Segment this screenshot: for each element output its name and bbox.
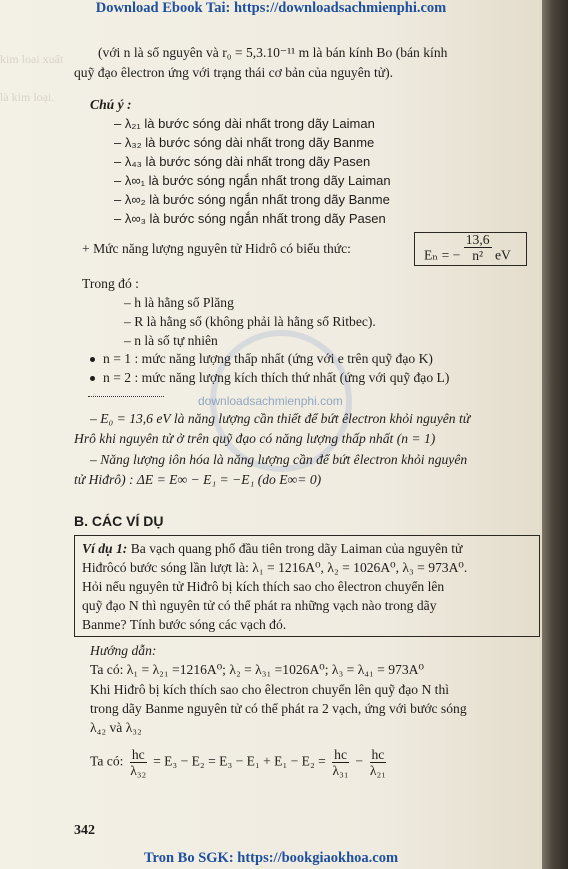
dotted-divider xyxy=(88,396,164,397)
note-item: – λ₃₂ là bước sóng dài nhất trong dãy Banme xyxy=(114,135,375,150)
italic-note: – Năng lượng iôn hóa là năng lượng cần để bứt êlectron khỏi nguyên xyxy=(90,452,468,467)
bullet-dot xyxy=(90,376,95,381)
where-bullet xyxy=(90,369,449,387)
bullet-dot xyxy=(90,357,95,362)
intro-line-2: quỹ đạo êlectron ứng với trạng thái cơ bản của nguyên tử). xyxy=(74,65,394,80)
note-item: – λ₄₃ là bước sóng dài nhất trong dãy Pasen xyxy=(114,154,371,169)
guide-line: Khi Hiđrô bị kích thích sao cho êlectron chuyển lên quỹ đạo N thì xyxy=(90,682,450,697)
energy-denominator: n² xyxy=(472,248,484,263)
eq-hc: hc xyxy=(131,747,145,762)
eq-prefix: Ta có: xyxy=(90,753,124,769)
book-spine xyxy=(542,0,568,869)
energy-numerator: 13,6 xyxy=(465,232,490,247)
guide-line: Ta có: λ₁ = λ₂₁ =1216A⁰; λ₂ = λ₃₁ =1026A⁰; λ₃ = λ₄₁ = 973A⁰ xyxy=(90,662,424,677)
section-title: B. CÁC VÍ DỤ xyxy=(74,513,164,529)
where-item: – n là số tự nhiên xyxy=(124,333,218,348)
energy-text: + Mức năng lượng nguyên tử Hidrô có biểu thức: xyxy=(82,241,351,256)
guide-title: Hướng dẫn: xyxy=(90,643,157,658)
where-item: – R là hằng số (không phải là hằng số Ritbec). xyxy=(124,314,376,329)
eq-minus: − xyxy=(355,753,364,769)
guide-line: trong dãy Banme nguyên tử có thể phát ra 2 vạch, ứng với bước sóng xyxy=(90,701,467,716)
bullet-text: n = 2 : mức năng lượng kích thích thứ nhất (ứng với quỹ đạo L) xyxy=(103,370,450,385)
bleed-through: là kim loại. xyxy=(0,90,55,104)
guide-equation xyxy=(90,747,389,778)
bleed-through: kim loai xuất xyxy=(0,52,64,66)
download-banner[interactable]: Download Ebook Tai: https://downloadsachmienphi.com xyxy=(95,0,447,16)
energy-unit: eV xyxy=(494,247,511,263)
page-number: 342 xyxy=(74,823,95,838)
where-item: – h là hằng số Plăng xyxy=(124,295,234,310)
eq-hc: hc xyxy=(371,747,385,762)
example-line: Banme? Tính bước sóng các vạch đó. xyxy=(82,617,287,632)
note-item: – λ∞₂ là bước sóng ngắn nhất trong dãy Banme xyxy=(114,192,390,207)
italic-note: Hrô khi nguyên tử ở trên quỹ đạo có năng lượng thấp nhất (n = 1) xyxy=(74,431,436,446)
guide-line: λ₄₂ và λ₃₂ xyxy=(90,720,142,735)
eq-lambda21: λ₂₁ xyxy=(369,763,386,778)
energy-lhs: Eₙ = − xyxy=(424,247,461,263)
bookgiaokhoa-banner[interactable]: Tron Bo SGK: https://bookgiaokhoa.com xyxy=(143,850,399,866)
example-line-1 xyxy=(82,540,462,558)
bullet-text: n = 1 : mức năng lượng thấp nhất (ứng với e trên quỹ đạo K) xyxy=(103,351,433,366)
eq-hc: hc xyxy=(334,747,348,762)
italic-note: tử Hiđrô) : ΔE = E∞ − E₁ = −E₁ (do E∞= 0) xyxy=(74,472,322,487)
eq-middle: = E₃ − E₂ = E₃ − E₁ + E₁ − E₂ = xyxy=(153,753,326,769)
example-line: quỹ đạo N thì nguyên tử có thể phát ra những vạch nào trong dãy xyxy=(82,598,437,613)
example-text: Ba vạch quang phổ đầu tiên trong dãy Laiman của nguyên tử xyxy=(127,541,463,556)
where-title: Trong đó : xyxy=(82,276,139,291)
eq-lambda31: λ₃₁ xyxy=(332,763,349,778)
example-line: Hỏi nếu nguyên tử Hiđrô bị kích thích sao cho êlectron chuyển lên xyxy=(82,579,445,594)
note-item: – λ₂₁ là bước sóng dài nhất trong dãy Laiman xyxy=(114,116,375,131)
where-bullet xyxy=(90,350,433,368)
eq-lambda32: λ₃₂ xyxy=(130,763,147,778)
note-item: – λ∞₁ là bước sóng ngắn nhất trong dãy Laiman xyxy=(114,173,391,188)
intro-line-1: (với n là số nguyên và r₀ = 5,3.10⁻¹¹ m là bán kính Bo (bán kính xyxy=(98,45,448,60)
energy-formula xyxy=(424,232,511,272)
note-title: Chú ý : xyxy=(90,97,132,112)
italic-note: – E₀ = 13,6 eV là năng lượng cần thiết để bứt êlectron khỏi nguyên tử xyxy=(90,411,471,426)
note-item: – λ∞₃ là bước sóng ngắn nhất trong dãy Pasen xyxy=(114,211,386,226)
example-label: Ví dụ 1: xyxy=(82,541,128,556)
watermark-text: downloadsachmienphi.com xyxy=(198,394,343,408)
example-line: Hiđrôcó bước sóng lần lượt là: λ₁ = 1216A⁰, λ₂ = 1026A⁰, λ₃ = 973A⁰. xyxy=(82,560,468,575)
